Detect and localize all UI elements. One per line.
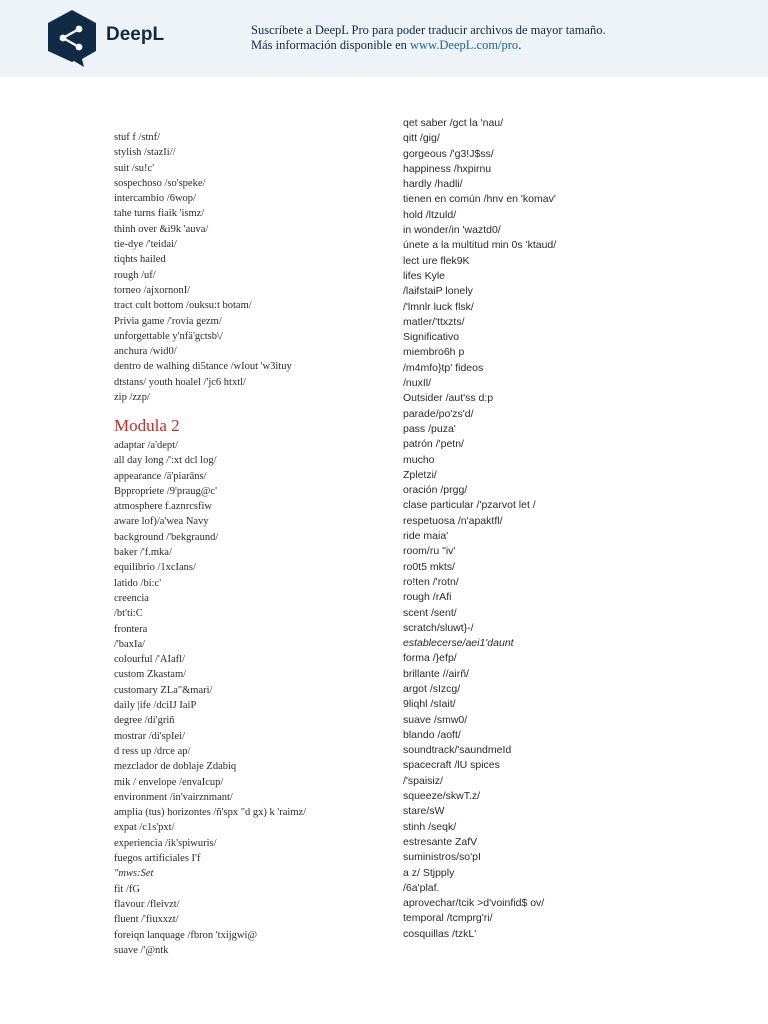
vocab-entry: rough /uf/: [114, 269, 156, 281]
promo-text: [251, 23, 606, 53]
right-column: [403, 116, 556, 942]
vocab-entry: thinh over &i9k 'auva/: [114, 223, 209, 235]
vocab-entry: parade/po'zs'd/: [403, 407, 474, 420]
vocab-entry: ro!ten /'rotn/: [403, 575, 459, 588]
vocab-entry: argot /sIzcg/: [403, 682, 461, 695]
brand-name: DeepL: [106, 24, 165, 45]
vocab-entry: Significativo: [403, 331, 460, 344]
vocab-entry: adaptar /a'dept/: [114, 440, 178, 451]
vocab-entry: tahe turns fiaik 'ismz/: [114, 208, 205, 220]
vocab-entry: lifes Kyle: [403, 269, 446, 282]
promo-line-2-suffix: .: [518, 38, 522, 52]
vocab-entry: atmosphere f.aznrcsfiw: [114, 501, 212, 513]
vocab-entry: stuf f /stnf/: [114, 132, 161, 143]
vocab-entry: intercambio /6wop/: [114, 193, 196, 205]
vocab-entry: hardly /hadli/: [403, 178, 463, 191]
vocab-entry: /bt'ti:C: [114, 608, 143, 620]
vocab-entry: foreiqn lanquage /fbron 'txijgwi@: [114, 929, 258, 941]
vocab-entry: /'baxIa/: [114, 638, 146, 650]
vocab-entry: daily |ife /dciIJ IaiP: [114, 700, 197, 712]
vocab-entry: qitt /gig/: [403, 132, 440, 145]
vocab-entry: scratch/sluwt}-/: [403, 621, 474, 634]
vocab-entry: mucho: [403, 453, 435, 466]
vocab-entry: degree /di'griñ: [114, 715, 175, 727]
vocab-entry: customary ZLa"&mari/: [114, 684, 213, 696]
deepl-banner: [0, 0, 768, 77]
vocab-entry: Privia game /'rovia gezm/: [114, 315, 222, 327]
vocab-entry: sospechoso /so'speke/: [114, 177, 206, 189]
left-column-top: [114, 130, 292, 405]
vocab-entry: soundtrack/'saundmeId: [403, 744, 512, 757]
vocab-entry: "mws:Set: [114, 868, 154, 880]
vocab-entry: flavour /fleivzt/: [114, 898, 180, 910]
vocab-entry: appearance /ä'piarāns/: [114, 470, 207, 482]
vocab-entry: clase particular /'pzarvot let /: [403, 499, 536, 512]
vocab-entry: rough /rAfi: [403, 591, 452, 604]
vocab-entry: room/ru "iv': [403, 545, 456, 558]
vocab-entry: environment /in'vairznmant/: [114, 791, 233, 803]
section-heading: Modula 2: [114, 416, 180, 435]
vocab-entry: fuegos artificiales I'f: [114, 853, 201, 865]
vocab-entry: lect ure flek9K: [403, 254, 470, 267]
vocab-entry: Bppropriete /9'praug@c': [114, 485, 217, 497]
vocab-entry: aprovechar/tcik >d'voinfid$ ov/: [403, 897, 545, 910]
vocab-entry: patrón /'petn/: [403, 438, 464, 451]
vocab-entry: ro0t5 mkts/: [403, 560, 455, 573]
vocab-entry: oración /prgg/: [403, 484, 468, 497]
vocab-entry: fit /fG: [114, 883, 140, 895]
vocab-entry: suave /smw0/: [403, 713, 468, 726]
promo-line-1: Suscríbete a DeepL Pro para poder traducir archivos de mayor tamaño.: [251, 23, 606, 37]
vocab-entry: fluent /'fiuxxzt/: [114, 914, 179, 926]
vocab-entry: equilibrio /1xcIans/: [114, 562, 196, 574]
vocab-entry: gorgeous /'g3!J$ss/: [403, 147, 494, 160]
promo-line-2-prefix: Más información disponible en: [251, 38, 410, 52]
vocab-entry: d ress up /drce ap/: [114, 745, 191, 757]
promo-line-2: [251, 38, 606, 53]
vocab-entry: blando /aoft/: [403, 728, 461, 741]
vocab-entry: tie-dye /'teidai/: [114, 239, 177, 251]
vocab-entry: a z/ Stjpply: [403, 866, 455, 879]
vocab-entry: brillante //airñ/: [403, 667, 469, 680]
vocab-entry: matler/'ttxzts/: [403, 315, 465, 328]
vocab-entry: in wonder/in 'waztd0/: [403, 224, 501, 237]
vocab-entry: expat /c1s'pxt/: [114, 822, 175, 834]
vocab-entry: suit /su!c': [114, 162, 155, 174]
vocab-entry: mostrar /di'spIei/: [114, 730, 186, 742]
vocab-entry: pass /puza': [403, 422, 456, 435]
vocab-entry: /'spaisiz/: [403, 774, 443, 787]
vocab-entry: stinh /seqk/: [403, 820, 457, 833]
vocab-entry: estresante ZafV: [403, 835, 478, 848]
deepl-logo-icon: [46, 9, 98, 67]
vocab-entry: dtstans/ youth hoalel /'jc6 htxtl/: [114, 376, 246, 388]
vocab-entry: /nuxIl/: [403, 377, 432, 390]
vocab-entry: stare/sW: [403, 805, 445, 818]
vocab-entry: latido /bi:c': [114, 577, 162, 589]
vocab-entry: aware lof)/a'wea Navy: [114, 516, 209, 528]
vocab-entry: tienen en común /hnv en 'komav': [403, 193, 556, 206]
vocab-entry: unforgettable y'nfä'gctsb\/: [114, 330, 223, 342]
vocab-entry: ride maia': [403, 530, 449, 543]
vocab-entry: happiness /hxpirnu: [403, 162, 492, 175]
vocab-entry: establecerse/aei1'daunt: [403, 637, 514, 650]
vocab-entry: respetuosa /n'apaktfl/: [403, 514, 503, 527]
vocab-entry: únete a la multitud min 0s 'ktaud/: [403, 239, 557, 252]
vocab-entry: dentro de walhing di5tance /wIout 'w3ituy: [114, 361, 292, 373]
vocab-entry: background /'bekgraund/: [114, 531, 219, 543]
vocab-entry: tiqhts hailed: [114, 254, 166, 266]
vocab-entry: creencia: [114, 592, 149, 604]
vocab-entry: squeeze/skwT.z/: [403, 790, 481, 803]
vocab-entry: scent /sent/: [403, 606, 457, 619]
vocab-entry: all day long /':xt dcl log/: [114, 455, 217, 467]
vocab-entry: baker /'f.mka/: [114, 547, 172, 559]
vocab-entry: /6a'plaf.: [403, 881, 440, 894]
vocab-entry: Outsider /aut'ss d:p: [403, 392, 494, 405]
vocab-entry: miembro6h p: [403, 346, 465, 359]
vocab-entry: stylish /stazIi//: [114, 147, 176, 159]
vocab-entry: 9liqhl /sIait/: [403, 698, 456, 711]
vocab-entry: experiencia /ik'spiwuris/: [114, 837, 217, 849]
vocab-entry: custom Zkastam/: [114, 669, 187, 681]
vocab-entry: amplia (tus) horizontes /ñ'spx "d gx) k 'raimz/: [114, 807, 307, 819]
vocab-entry: torneo /ajxornonI/: [114, 284, 191, 296]
vocab-entry: /m4mfo}tp' fideos: [403, 361, 484, 374]
deepl-pro-link[interactable]: www.DeepL.com/pro: [410, 38, 519, 52]
left-column-bottom: [114, 438, 306, 958]
vocab-entry: suministros/so'pI: [403, 851, 481, 864]
vocab-entry: spacecraft /lU spices: [403, 759, 500, 772]
vocab-entry: mezclador de doblaje Zdabiq: [114, 761, 237, 773]
vocab-entry: Zpletzi/: [403, 468, 437, 481]
vocab-entry: cosquillas /tzkL': [403, 927, 477, 940]
vocab-entry: mik / envelope /envaIcup/: [114, 776, 224, 788]
vocab-entry: zip /zzp/: [114, 392, 150, 404]
vocab-entry: tract cult bottom /ouksu:t botam/: [114, 300, 252, 312]
vocab-entry: qet saber /gct la 'nau/: [403, 117, 504, 129]
vocab-entry: temporal /tcmprg'ri/: [403, 912, 493, 925]
vocab-entry: colourful /'AIafl/: [114, 654, 185, 666]
vocab-entry: /laifstaiP lonely: [403, 285, 473, 298]
vocab-entry: frontera: [114, 623, 148, 635]
vocab-entry: hold /ltzuld/: [403, 208, 457, 221]
vocab-entry: /'lmnlr luck flsk/: [403, 300, 474, 313]
vocab-entry: forma /}efp/: [403, 652, 457, 665]
vocab-entry: suave /'@ntk: [114, 944, 169, 956]
vocab-entry: anchura /wid0/: [114, 346, 177, 358]
